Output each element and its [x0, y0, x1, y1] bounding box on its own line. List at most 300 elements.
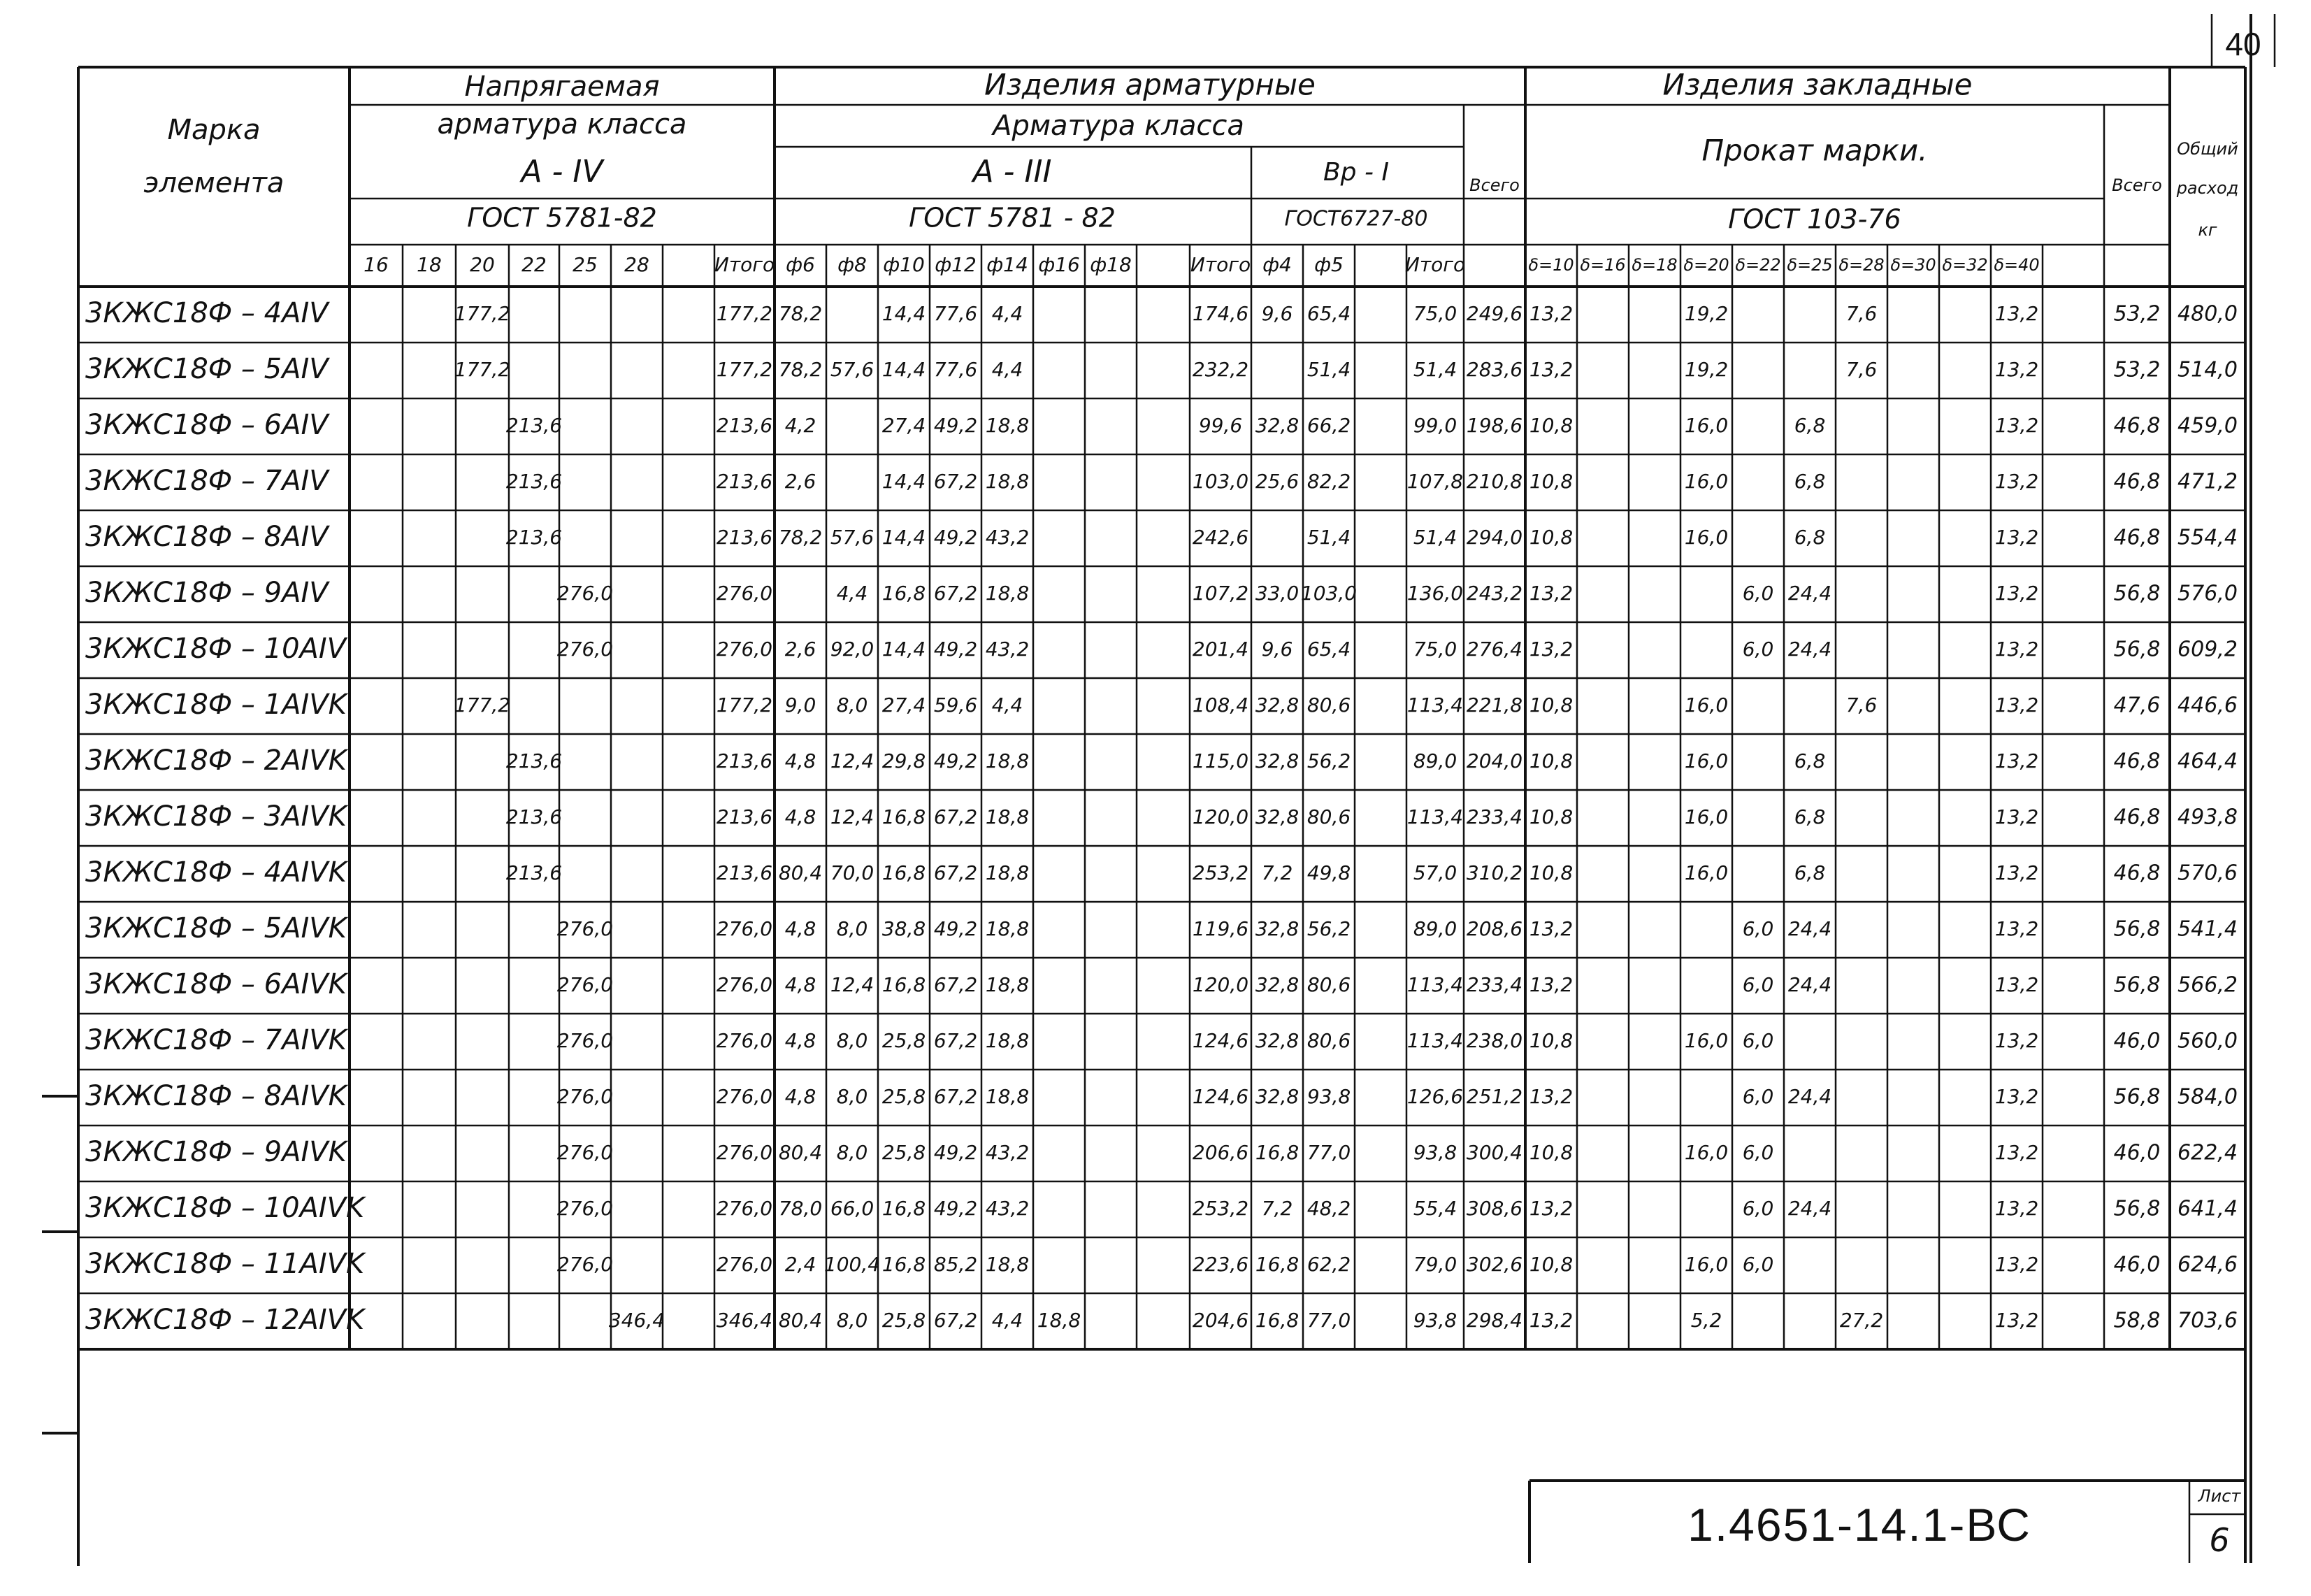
cell-bp: 113,4	[1406, 973, 1464, 996]
cell-rolled: 6,0	[1742, 1141, 1774, 1164]
cell-bp: 75,0	[1413, 302, 1457, 325]
cell-rolled: 6,0	[1742, 1085, 1774, 1108]
cell-a3: 16,8	[881, 1197, 926, 1220]
cell-rolled: 16,0	[1684, 470, 1729, 493]
cell-rolled: 13,2	[1529, 1085, 1574, 1108]
cell-a3: 4,4	[991, 1309, 1023, 1332]
cell-a3: 80,4	[778, 1309, 823, 1332]
cell-a3: 49,2	[933, 414, 978, 437]
cell-rolled: 16,0	[1684, 1141, 1729, 1164]
cell-a3: 174,6	[1192, 302, 1249, 325]
cell-overall: 554,4	[2177, 525, 2238, 550]
row-mark: 3КЖС18Ф – 4AIV	[85, 297, 329, 329]
cell-bp: 51,4	[1306, 358, 1351, 381]
cell-a3: 107,2	[1192, 582, 1249, 605]
header-mark-1: Марка	[167, 114, 261, 146]
cell-a3: 8,0	[836, 1085, 868, 1108]
col-head-rolled: δ=18	[1632, 255, 1678, 275]
cell-rolled: 27,2	[1839, 1309, 1884, 1332]
cell-overall: 493,8	[2177, 805, 2238, 830]
cell-a3: 78,2	[778, 302, 823, 325]
cell-prestressed: 276,0	[556, 1085, 614, 1108]
cell-rolled: 7,6	[1845, 302, 1878, 325]
cell-bp: 7,2	[1261, 1197, 1293, 1220]
cell-rolled: 13,2	[1994, 358, 2039, 381]
sheet-number: 6	[2209, 1521, 2230, 1559]
col-head-rolled: δ=40	[1994, 255, 2040, 275]
cell-rolled: 10,8	[1529, 1253, 1574, 1276]
cell-bp: 93,8	[1413, 1309, 1457, 1332]
col-head-rolled: δ=28	[1838, 255, 1885, 275]
cell-a3: 120,0	[1192, 973, 1249, 996]
cell-prestressed: 213,6	[716, 805, 773, 828]
cell-rolled: 7,6	[1845, 693, 1878, 717]
cell-rolled: 10,8	[1529, 1029, 1574, 1052]
row-mark: 3КЖС18Ф – 11AIVK	[85, 1248, 365, 1280]
cell-bp: 77,0	[1306, 1141, 1351, 1164]
row-mark: 3КЖС18Ф – 9AIV	[85, 577, 329, 609]
cell-rolled: 13,2	[1994, 1141, 2039, 1164]
cell-a3: 232,2	[1192, 358, 1249, 381]
cell-a3: 43,2	[985, 526, 1030, 549]
cell-rolled: 10,8	[1529, 805, 1574, 828]
cell-total: 221,8	[1466, 693, 1523, 717]
header-embedded-total: Всего	[2112, 175, 2162, 195]
cell-rolled: 10,8	[1529, 526, 1574, 549]
col-head-a3: ф18	[1090, 253, 1132, 276]
cell-a3: 12,4	[830, 749, 874, 772]
cell-a3: 57,6	[830, 358, 874, 381]
cell-prestressed: 276,0	[716, 638, 773, 661]
cell-a3: 18,8	[985, 917, 1030, 940]
cell-embedded-total: 46,8	[2113, 749, 2161, 774]
cell-rolled: 16,0	[1684, 693, 1729, 717]
row-mark: 3КЖС18Ф – 5AIV	[85, 353, 329, 385]
cell-prestressed: 276,0	[716, 1029, 773, 1052]
cell-a3: 223,6	[1192, 1253, 1249, 1276]
cell-overall: 541,4	[2177, 916, 2238, 942]
cell-rolled: 13,2	[1994, 526, 2039, 549]
cell-bp: 16,8	[1255, 1253, 1300, 1276]
cell-overall: 471,2	[2177, 469, 2238, 494]
cell-rolled: 6,0	[1742, 973, 1774, 996]
cell-a3: 29,8	[881, 749, 926, 772]
row-mark: 3КЖС18Ф – 12AIVK	[85, 1304, 365, 1336]
cell-a3: 43,2	[985, 638, 1030, 661]
row-mark: 3КЖС18Ф – 9AIVK	[85, 1136, 347, 1168]
cell-rolled: 6,8	[1794, 861, 1826, 884]
table-grid	[42, 14, 2275, 1566]
cell-a3: 14,4	[881, 302, 926, 325]
cell-a3: 8,0	[836, 693, 868, 717]
cell-bp: 32,8	[1255, 414, 1300, 437]
cell-embedded-total: 46,8	[2113, 525, 2161, 550]
row-mark: 3КЖС18Ф – 8AIV	[85, 521, 329, 553]
cell-a3: 85,2	[933, 1253, 978, 1276]
cell-rolled: 13,2	[1994, 973, 2039, 996]
cell-total: 243,2	[1466, 582, 1523, 605]
cell-a3: 124,6	[1192, 1085, 1249, 1108]
cell-overall: 624,6	[2177, 1252, 2238, 1277]
cell-rolled: 7,6	[1845, 358, 1878, 381]
cell-rolled: 24,4	[1787, 638, 1832, 661]
cell-rolled: 13,2	[1994, 302, 2039, 325]
cell-bp: 51,4	[1413, 526, 1457, 549]
col-head-bp: Итого	[1404, 253, 1466, 276]
cell-bp: 25,6	[1255, 470, 1300, 493]
cell-bp: 51,4	[1413, 358, 1457, 381]
cell-bp: 65,4	[1306, 638, 1351, 661]
cell-a3: 206,6	[1192, 1141, 1249, 1164]
cell-a3: 49,2	[933, 1141, 978, 1164]
cell-rolled: 16,0	[1684, 805, 1729, 828]
cell-bp: 126,6	[1406, 1085, 1464, 1108]
cell-bp: 82,2	[1306, 470, 1351, 493]
cell-a3: 14,4	[881, 638, 926, 661]
cell-rolled: 5,2	[1690, 1309, 1722, 1332]
cell-prestressed: 213,6	[716, 470, 773, 493]
cell-total: 310,2	[1466, 861, 1523, 884]
cell-a3: 18,8	[985, 470, 1030, 493]
cell-a3: 4,8	[784, 1029, 816, 1052]
cell-embedded-total: 56,8	[2113, 972, 2161, 998]
cell-overall: 584,0	[2177, 1084, 2238, 1109]
col-head-rolled: δ=22	[1735, 255, 1781, 275]
header-a3: A - III	[972, 154, 1052, 189]
cell-bp: 55,4	[1413, 1197, 1457, 1220]
cell-total: 251,2	[1466, 1085, 1523, 1108]
cell-a3: 4,8	[784, 917, 816, 940]
cell-prestressed: 276,0	[556, 638, 614, 661]
cell-prestressed: 276,0	[556, 1253, 614, 1276]
cell-prestressed: 276,0	[556, 1141, 614, 1164]
cell-rolled: 19,2	[1684, 302, 1729, 325]
cell-a3: 14,4	[881, 526, 926, 549]
header-total: Всего	[1469, 175, 1520, 195]
cell-prestressed: 177,2	[454, 693, 511, 717]
cell-rolled: 6,0	[1742, 582, 1774, 605]
header-overall-2: расход	[2176, 178, 2239, 198]
cell-bp: 56,2	[1306, 917, 1351, 940]
cell-embedded-total: 53,2	[2113, 357, 2161, 382]
cell-embedded-total: 58,8	[2113, 1308, 2161, 1333]
cell-a3: 25,8	[881, 1085, 926, 1108]
cell-a3: 78,2	[778, 526, 823, 549]
header-mark-2: элемента	[143, 167, 285, 199]
cell-bp: 56,2	[1306, 749, 1351, 772]
cell-overall: 446,6	[2177, 693, 2238, 718]
cell-a3: 242,6	[1192, 526, 1249, 549]
cell-a3: 100,4	[823, 1253, 881, 1276]
col-head-rolled: δ=20	[1683, 255, 1729, 275]
cell-a3: 27,4	[881, 414, 926, 437]
row-mark: 3КЖС18Ф – 3AIVK	[85, 800, 347, 833]
cell-overall: 641,4	[2177, 1196, 2238, 1221]
col-head-prestressed: 22	[521, 253, 547, 276]
cell-a3: 18,8	[985, 861, 1030, 884]
cell-prestressed: 213,6	[716, 749, 773, 772]
cell-a3: 2,6	[784, 470, 816, 493]
cell-a3: 115,0	[1192, 749, 1249, 772]
cell-bp: 80,6	[1306, 805, 1351, 828]
cell-a3: 67,2	[933, 861, 978, 884]
cell-rolled: 10,8	[1529, 470, 1574, 493]
cell-embedded-total: 56,8	[2113, 1196, 2161, 1221]
row-mark: 3КЖС18Ф – 6AIVK	[85, 968, 347, 1000]
cell-bp: 99,0	[1413, 414, 1457, 437]
cell-total: 233,4	[1466, 805, 1523, 828]
cell-rolled: 16,0	[1684, 414, 1729, 437]
cell-a3: 8,0	[836, 917, 868, 940]
cell-bp: 136,0	[1406, 582, 1464, 605]
cell-bp: 48,2	[1306, 1197, 1351, 1220]
cell-rolled: 16,0	[1684, 861, 1729, 884]
cell-embedded-total: 46,0	[2113, 1252, 2161, 1277]
cell-bp: 9,6	[1261, 638, 1293, 661]
col-head-prestressed: 25	[573, 253, 598, 276]
col-head-bp: ф4	[1262, 253, 1292, 276]
cell-embedded-total: 46,8	[2113, 805, 2161, 830]
cell-prestressed: 213,6	[505, 526, 563, 549]
cell-a3: 67,2	[933, 1029, 978, 1052]
cell-prestressed: 213,6	[716, 414, 773, 437]
cell-rolled: 13,2	[1994, 1309, 2039, 1332]
cell-total: 276,4	[1466, 638, 1523, 661]
cell-a3: 4,4	[991, 302, 1023, 325]
cell-a3: 18,8	[985, 1029, 1030, 1052]
cell-a3: 18,8	[985, 414, 1030, 437]
row-mark: 3КЖС18Ф – 4AIVK	[85, 856, 347, 889]
cell-rolled: 6,0	[1742, 638, 1774, 661]
cell-a3: 59,6	[933, 693, 978, 717]
row-mark: 3КЖС18Ф – 1AIVK	[85, 689, 347, 721]
cell-overall: 459,0	[2177, 413, 2238, 438]
cell-a3: 43,2	[985, 1141, 1030, 1164]
cell-bp: 51,4	[1306, 526, 1351, 549]
cell-a3: 18,8	[985, 973, 1030, 996]
cell-embedded-total: 46,8	[2113, 861, 2161, 886]
cell-a3: 49,2	[933, 526, 978, 549]
cell-bp: 89,0	[1413, 749, 1457, 772]
cell-prestressed: 276,0	[716, 973, 773, 996]
cell-rolled: 24,4	[1787, 973, 1832, 996]
row-mark: 3КЖС18Ф – 7AIVK	[85, 1024, 347, 1056]
cell-a3: 108,4	[1192, 693, 1249, 717]
cell-bp: 49,8	[1306, 861, 1351, 884]
col-head-rolled: δ=10	[1528, 255, 1574, 275]
cell-rolled: 13,2	[1994, 1085, 2039, 1108]
cell-rolled: 13,2	[1994, 693, 2039, 717]
cell-a3: 4,2	[784, 414, 816, 437]
col-head-rolled: δ=25	[1787, 255, 1833, 275]
cell-overall: 609,2	[2177, 637, 2238, 662]
cell-prestressed: 177,2	[716, 358, 773, 381]
cell-rolled: 24,4	[1787, 1197, 1832, 1220]
cell-rolled: 6,0	[1742, 1197, 1774, 1220]
cell-rolled: 13,2	[1994, 749, 2039, 772]
cell-rolled: 6,8	[1794, 805, 1826, 828]
cell-prestressed: 276,0	[556, 1029, 614, 1052]
cell-a3: 18,8	[985, 749, 1030, 772]
cell-total: 198,6	[1466, 414, 1523, 437]
cell-a3: 18,8	[985, 1085, 1030, 1108]
cell-bp: 32,8	[1255, 1029, 1300, 1052]
cell-rolled: 24,4	[1787, 1085, 1832, 1108]
col-head-rolled: δ=16	[1580, 255, 1626, 275]
cell-embedded-total: 56,8	[2113, 581, 2161, 606]
cell-bp: 7,2	[1261, 861, 1293, 884]
header-rolled-gost: ГОСТ 103-76	[1728, 203, 1901, 235]
cell-a3: 4,8	[784, 1085, 816, 1108]
cell-a3: 12,4	[830, 805, 874, 828]
cell-a3: 78,0	[778, 1197, 823, 1220]
cell-a3: 27,4	[881, 693, 926, 717]
cell-bp: 32,8	[1255, 973, 1300, 996]
cell-bp: 113,4	[1406, 1029, 1464, 1052]
cell-prestressed: 276,0	[716, 1253, 773, 1276]
cell-total: 294,0	[1466, 526, 1523, 549]
cell-bp: 113,4	[1406, 805, 1464, 828]
cell-rolled: 10,8	[1529, 414, 1574, 437]
row-mark: 3КЖС18Ф – 6AIV	[85, 409, 329, 441]
cell-a3: 18,8	[1037, 1309, 1081, 1332]
cell-a3: 67,2	[933, 582, 978, 605]
cell-total: 204,0	[1466, 749, 1523, 772]
cell-prestressed: 276,0	[556, 917, 614, 940]
cell-a3: 49,2	[933, 638, 978, 661]
cell-a3: 57,6	[830, 526, 874, 549]
cell-a3: 16,8	[881, 582, 926, 605]
cell-overall: 480,0	[2177, 301, 2238, 326]
col-head-a3: ф6	[786, 253, 815, 276]
cell-rolled: 13,2	[1529, 582, 1574, 605]
col-head-a3: ф12	[935, 253, 977, 276]
cell-prestressed: 346,4	[716, 1309, 773, 1332]
cell-bp: 32,8	[1255, 749, 1300, 772]
cell-prestressed: 276,0	[716, 1197, 773, 1220]
cell-rolled: 24,4	[1787, 917, 1832, 940]
cell-a3: 78,2	[778, 358, 823, 381]
cell-bp: 77,0	[1306, 1309, 1351, 1332]
header-bp-gost: ГОСТ6727-80	[1284, 206, 1428, 231]
cell-rolled: 6,8	[1794, 749, 1826, 772]
cell-bp: 75,0	[1413, 638, 1457, 661]
col-head-a3: ф14	[986, 253, 1028, 276]
cell-bp: 32,8	[1255, 917, 1300, 940]
sheet-label: Лист	[2198, 1486, 2241, 1506]
drawing-code: 1.4651-14.1-ВС	[1687, 1499, 2031, 1551]
cell-total: 208,6	[1466, 917, 1523, 940]
cell-bp: 62,2	[1306, 1253, 1351, 1276]
cell-rolled: 6,0	[1742, 1029, 1774, 1052]
cell-rolled: 13,2	[1529, 302, 1574, 325]
cell-bp: 79,0	[1413, 1253, 1457, 1276]
cell-overall: 514,0	[2177, 357, 2238, 382]
cell-overall: 576,0	[2177, 581, 2238, 606]
cell-a3: 16,8	[881, 1253, 926, 1276]
cell-a3: 14,4	[881, 358, 926, 381]
cell-a3: 253,2	[1192, 861, 1249, 884]
cell-bp: 80,6	[1306, 693, 1351, 717]
cell-prestressed: 177,2	[716, 693, 773, 717]
row-mark: 3КЖС18Ф – 5AIVK	[85, 912, 347, 944]
cell-rolled: 13,2	[1994, 582, 2039, 605]
header-prestressed-gost: ГОСТ 5781-82	[467, 202, 657, 233]
cell-embedded-total: 46,0	[2113, 1028, 2161, 1054]
cell-a3: 14,4	[881, 470, 926, 493]
header-prestressed-class: A - IV	[521, 154, 603, 189]
cell-a3: 67,2	[933, 470, 978, 493]
cell-prestressed: 276,0	[556, 973, 614, 996]
cell-a3: 124,6	[1192, 1029, 1249, 1052]
cell-a3: 119,6	[1192, 917, 1249, 940]
cell-bp: 93,8	[1413, 1141, 1457, 1164]
cell-a3: 77,6	[933, 302, 978, 325]
cell-a3: 253,2	[1192, 1197, 1249, 1220]
cell-a3: 92,0	[830, 638, 874, 661]
row-mark: 3КЖС18Ф – 10AIVK	[85, 1192, 365, 1224]
header-bp: Bp - I	[1323, 158, 1390, 187]
cell-rolled: 10,8	[1529, 861, 1574, 884]
cell-prestressed: 213,6	[505, 414, 563, 437]
cell-prestressed: 276,0	[716, 1085, 773, 1108]
cell-rolled: 13,2	[1529, 1309, 1574, 1332]
cell-overall: 570,6	[2177, 861, 2238, 886]
cell-rolled: 16,0	[1684, 1029, 1729, 1052]
cell-prestressed: 276,0	[556, 582, 614, 605]
cell-rolled: 13,2	[1529, 1197, 1574, 1220]
cell-total: 298,4	[1466, 1309, 1523, 1332]
cell-rolled: 6,0	[1742, 917, 1774, 940]
cell-prestressed: 177,2	[454, 358, 511, 381]
cell-prestressed: 213,6	[716, 526, 773, 549]
cell-bp: 16,8	[1255, 1141, 1300, 1164]
cell-bp: 80,6	[1306, 1029, 1351, 1052]
cell-bp: 113,4	[1406, 693, 1464, 717]
row-mark: 3КЖС18Ф – 10AIV	[85, 633, 347, 665]
cell-embedded-total: 47,6	[2113, 693, 2161, 718]
cell-a3: 2,6	[784, 638, 816, 661]
col-head-bp: ф5	[1314, 253, 1344, 276]
cell-bp: 107,8	[1406, 470, 1464, 493]
cell-a3: 4,8	[784, 749, 816, 772]
cell-bp: 93,8	[1306, 1085, 1351, 1108]
cell-a3: 67,2	[933, 973, 978, 996]
cell-rolled: 16,0	[1684, 749, 1729, 772]
row-mark: 3КЖС18Ф – 2AIVK	[85, 745, 347, 777]
cell-rolled: 13,2	[1529, 917, 1574, 940]
cell-prestressed: 177,2	[454, 302, 511, 325]
cell-total: 249,6	[1466, 302, 1523, 325]
cell-a3: 80,4	[778, 861, 823, 884]
cell-rolled: 6,0	[1742, 1253, 1774, 1276]
header-prestressed-2: арматура класса	[437, 108, 687, 141]
cell-total: 302,6	[1466, 1253, 1523, 1276]
cell-overall: 464,4	[2177, 749, 2238, 774]
cell-a3: 9,0	[784, 693, 816, 717]
cell-overall: 622,4	[2177, 1140, 2238, 1165]
header-a3-gost: ГОСТ 5781 - 82	[909, 202, 1116, 233]
cell-bp: 32,8	[1255, 805, 1300, 828]
cell-a3: 4,4	[991, 358, 1023, 381]
col-head-prestressed: 18	[417, 253, 442, 276]
cell-a3: 12,4	[830, 973, 874, 996]
cell-a3: 49,2	[933, 749, 978, 772]
cell-a3: 4,8	[784, 805, 816, 828]
cell-a3: 67,2	[933, 805, 978, 828]
header-prestressed-1: Напрягаемая	[464, 71, 660, 103]
cell-a3: 16,8	[881, 973, 926, 996]
